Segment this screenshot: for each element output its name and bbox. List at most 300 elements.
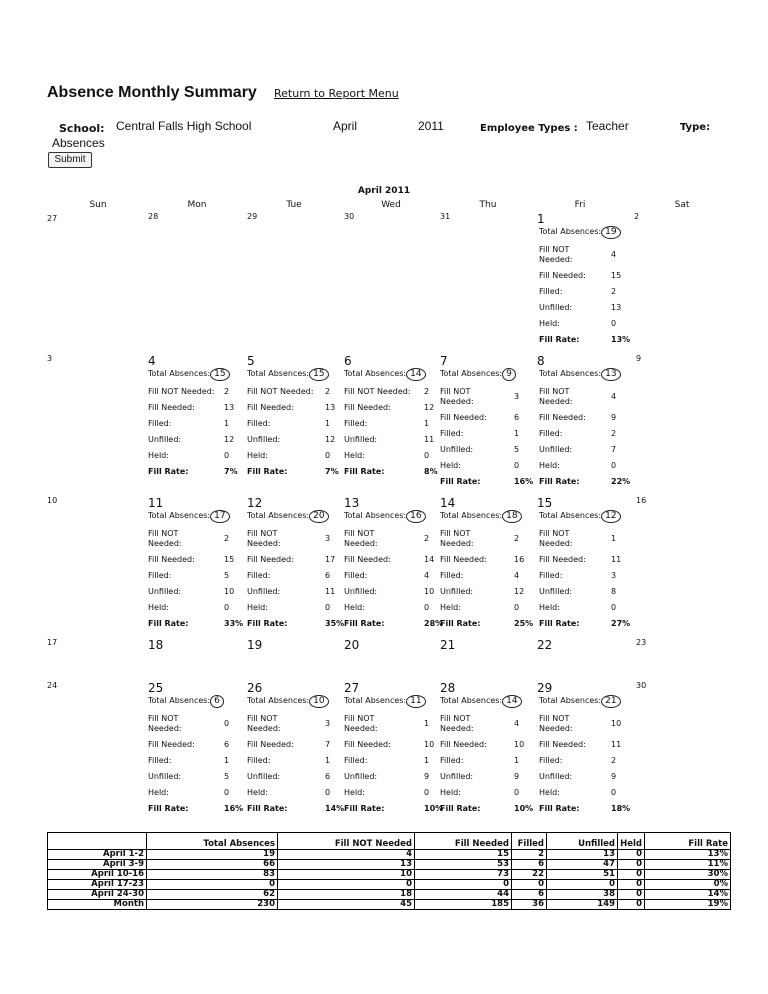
submit-button[interactable]: Submit bbox=[48, 152, 92, 168]
summary-cell: 47 bbox=[547, 860, 618, 870]
filled-value: 1 bbox=[424, 419, 430, 428]
day-number: 9 bbox=[636, 354, 642, 363]
summary-header-cell: Held bbox=[618, 833, 645, 850]
held-value: 0 bbox=[514, 461, 520, 470]
unfilled-label: Unfilled: bbox=[539, 587, 573, 596]
day-number: 8 bbox=[537, 354, 545, 368]
summary-row bbox=[48, 890, 731, 900]
day-stats bbox=[247, 510, 343, 629]
summary-cell: 19% bbox=[645, 900, 731, 910]
fill-needed-value: 11 bbox=[611, 555, 622, 564]
summary-header-cell: Unfilled bbox=[547, 833, 618, 850]
fill-rate-label: Fill Rate: bbox=[247, 804, 288, 813]
fill-not-needed-label: Fill NOT Needed: bbox=[247, 387, 314, 396]
fill-not-needed-label: Fill NOT Needed: bbox=[247, 714, 281, 733]
day-stats bbox=[539, 695, 635, 814]
total-absences-value: 17 bbox=[210, 510, 229, 523]
weekday-header: Mon bbox=[187, 200, 207, 210]
fill-rate-value: 7% bbox=[224, 467, 238, 476]
day-number: 30 bbox=[344, 212, 355, 221]
fill-not-needed-label: Fill NOT Needed: bbox=[247, 529, 281, 548]
filled-value: 1 bbox=[424, 756, 430, 765]
total-absences-value: 9 bbox=[502, 368, 516, 381]
held-label: Held: bbox=[440, 461, 461, 470]
held-label: Held: bbox=[148, 788, 169, 797]
fill-rate-value: 13% bbox=[611, 335, 631, 344]
fill-not-needed-label: Fill NOT Needed: bbox=[539, 387, 573, 406]
fill-not-needed-value: 1 bbox=[611, 534, 617, 543]
summary-cell: 44 bbox=[415, 890, 512, 900]
fill-not-needed-label: Fill NOT Needed: bbox=[344, 714, 378, 733]
day-number: 21 bbox=[440, 638, 456, 652]
unfilled-value: 7 bbox=[611, 445, 617, 454]
weekday-header: Wed bbox=[381, 200, 401, 210]
filled-label: Filled: bbox=[148, 419, 172, 428]
month-select[interactable]: April bbox=[333, 119, 358, 133]
unfilled-label: Unfilled: bbox=[539, 445, 573, 454]
day-stats bbox=[148, 695, 244, 814]
fill-needed-label: Fill Needed: bbox=[148, 555, 195, 564]
day-number: 4 bbox=[148, 354, 156, 368]
fill-not-needed-label: Fill NOT Needed: bbox=[148, 714, 182, 733]
total-absences: Total Absences: 20 bbox=[247, 510, 343, 523]
fill-rate-label: Fill Rate: bbox=[344, 804, 385, 813]
held-label: Held: bbox=[247, 451, 268, 460]
day-number: 30 bbox=[636, 681, 647, 690]
fill-not-needed-label: Fill NOT Needed: bbox=[148, 529, 182, 548]
summary-header-cell bbox=[48, 833, 147, 850]
weekday-header: Tue bbox=[286, 200, 302, 210]
held-label: Held: bbox=[247, 788, 268, 797]
filled-value: 1 bbox=[325, 756, 331, 765]
fill-not-needed-value: 3 bbox=[325, 534, 331, 543]
day-number: 3 bbox=[47, 354, 53, 363]
held-label: Held: bbox=[440, 603, 461, 612]
unfilled-label: Unfilled: bbox=[344, 435, 378, 444]
fill-needed-value: 13 bbox=[224, 403, 235, 412]
day-number: 28 bbox=[148, 212, 159, 221]
filled-value: 1 bbox=[224, 419, 230, 428]
weekday-header: Sun bbox=[89, 200, 107, 210]
summary-cell: 0% bbox=[645, 880, 731, 890]
type-label: Type: bbox=[680, 122, 711, 133]
fill-needed-value: 15 bbox=[224, 555, 235, 564]
filled-value: 3 bbox=[611, 571, 617, 580]
fill-rate-value: 28% bbox=[424, 619, 444, 628]
held-label: Held: bbox=[247, 603, 268, 612]
unfilled-value: 6 bbox=[325, 772, 331, 781]
school-label: School: bbox=[59, 122, 105, 135]
held-value: 0 bbox=[224, 788, 230, 797]
summary-cell: 230 bbox=[147, 900, 278, 910]
filled-value: 5 bbox=[224, 571, 230, 580]
page-title: Absence Monthly Summary bbox=[47, 84, 257, 101]
unfilled-label: Unfilled: bbox=[539, 772, 573, 781]
day-number: 7 bbox=[440, 354, 448, 368]
day-stats bbox=[247, 695, 343, 814]
summary-cell: 18 bbox=[278, 890, 415, 900]
fill-not-needed-value: 1 bbox=[424, 719, 430, 728]
summary-cell: 83 bbox=[147, 870, 278, 880]
held-label: Held: bbox=[344, 603, 365, 612]
fill-rate-value: 8% bbox=[424, 467, 438, 476]
fill-rate-label: Fill Rate: bbox=[440, 804, 481, 813]
summary-cell: 149 bbox=[547, 900, 618, 910]
fill-not-needed-value: 0 bbox=[224, 719, 230, 728]
unfilled-label: Unfilled: bbox=[539, 303, 573, 312]
summary-cell: April 10-16 bbox=[48, 870, 147, 880]
held-value: 0 bbox=[325, 603, 331, 612]
fill-needed-label: Fill Needed: bbox=[440, 555, 487, 564]
fill-needed-value: 10 bbox=[424, 740, 435, 749]
filled-value: 1 bbox=[514, 756, 520, 765]
fill-not-needed-value: 2 bbox=[424, 534, 430, 543]
fill-rate-label: Fill Rate: bbox=[344, 619, 385, 628]
summary-cell: Month bbox=[48, 900, 147, 910]
filled-value: 2 bbox=[611, 756, 617, 765]
filled-label: Filled: bbox=[539, 571, 563, 580]
weekday-header: Sat bbox=[674, 200, 690, 210]
summary-cell: 36 bbox=[512, 900, 547, 910]
day-number: 11 bbox=[148, 496, 164, 510]
summary-cell: 0 bbox=[547, 880, 618, 890]
fill-not-needed-value: 3 bbox=[514, 392, 520, 401]
total-absences-value: 14 bbox=[406, 368, 425, 381]
fill-needed-value: 7 bbox=[325, 740, 331, 749]
summary-cell: April 1-2 bbox=[48, 850, 147, 860]
fill-needed-value: 10 bbox=[514, 740, 525, 749]
summary-cell: 2 bbox=[512, 850, 547, 860]
day-number: 12 bbox=[247, 496, 263, 510]
unfilled-value: 10 bbox=[424, 587, 435, 596]
summary-cell: 62 bbox=[147, 890, 278, 900]
employee-types-select[interactable]: Teacher bbox=[586, 119, 629, 133]
day-number: 24 bbox=[47, 681, 58, 690]
summary-cell: 13 bbox=[547, 850, 618, 860]
total-absences: Total Absences: 10 bbox=[247, 695, 343, 708]
filled-label: Filled: bbox=[247, 571, 271, 580]
weekday-header: Thu bbox=[479, 200, 497, 210]
day-number: 16 bbox=[636, 496, 647, 505]
day-number: 23 bbox=[636, 638, 647, 647]
day-number: 28 bbox=[440, 681, 456, 695]
fill-rate-value: 14% bbox=[325, 804, 345, 813]
summary-cell: 0 bbox=[278, 880, 415, 890]
fill-needed-label: Fill Needed: bbox=[148, 403, 195, 412]
summary-header-cell: Fill Rate bbox=[645, 833, 731, 850]
day-number: 26 bbox=[247, 681, 263, 695]
unfilled-label: Unfilled: bbox=[148, 435, 182, 444]
fill-rate-label: Fill Rate: bbox=[539, 804, 580, 813]
held-value: 0 bbox=[325, 451, 331, 460]
total-absences: Total Absences: 21 bbox=[539, 695, 635, 708]
summary-row bbox=[48, 900, 731, 910]
fill-needed-value: 16 bbox=[514, 555, 525, 564]
held-value: 0 bbox=[611, 788, 617, 797]
total-absences-value: 15 bbox=[210, 368, 229, 381]
total-absences-value: 18 bbox=[502, 510, 521, 523]
fill-needed-value: 13 bbox=[325, 403, 336, 412]
unfilled-label: Unfilled: bbox=[440, 772, 474, 781]
held-label: Held: bbox=[344, 788, 365, 797]
fill-rate-value: 16% bbox=[514, 477, 534, 486]
summary-cell: 6 bbox=[512, 890, 547, 900]
summary-header-cell: Fill Needed bbox=[415, 833, 512, 850]
unfilled-label: Unfilled: bbox=[344, 772, 378, 781]
fill-needed-label: Fill Needed: bbox=[539, 413, 586, 422]
summary-cell: 51 bbox=[547, 870, 618, 880]
total-absences: Total Absences: 16 bbox=[344, 510, 440, 523]
summary-cell: 66 bbox=[147, 860, 278, 870]
fill-not-needed-label: Fill NOT Needed: bbox=[539, 529, 573, 548]
fill-needed-label: Fill Needed: bbox=[247, 403, 294, 412]
type-select[interactable]: Absences bbox=[52, 136, 105, 150]
fill-needed-value: 12 bbox=[424, 403, 435, 412]
summary-cell: 73 bbox=[415, 870, 512, 880]
fill-needed-label: Fill Needed: bbox=[247, 555, 294, 564]
filled-value: 1 bbox=[514, 429, 520, 438]
fill-needed-label: Fill Needed: bbox=[440, 413, 487, 422]
fill-needed-value: 17 bbox=[325, 555, 336, 564]
fill-needed-label: Fill Needed: bbox=[344, 740, 391, 749]
fill-needed-label: Fill Needed: bbox=[247, 740, 294, 749]
summary-cell: 14% bbox=[645, 890, 731, 900]
employee-types-label: Employee Types : bbox=[480, 123, 578, 134]
unfilled-value: 9 bbox=[514, 772, 520, 781]
summary-cell: April 24-30 bbox=[48, 890, 147, 900]
summary-header-row bbox=[48, 833, 731, 850]
summary-cell: 19 bbox=[147, 850, 278, 860]
total-absences-value: 12 bbox=[601, 510, 620, 523]
summary-cell: 0 bbox=[618, 860, 645, 870]
summary-cell: 0 bbox=[618, 870, 645, 880]
filled-label: Filled: bbox=[539, 287, 563, 296]
day-number: 20 bbox=[344, 638, 360, 652]
fill-rate-value: 25% bbox=[514, 619, 534, 628]
unfilled-label: Unfilled: bbox=[440, 445, 474, 454]
fill-needed-label: Fill Needed: bbox=[539, 555, 586, 564]
fill-rate-value: 7% bbox=[325, 467, 339, 476]
day-stats bbox=[539, 510, 635, 629]
held-label: Held: bbox=[539, 603, 560, 612]
fill-not-needed-value: 2 bbox=[325, 387, 331, 396]
fill-not-needed-label: Fill NOT Needed: bbox=[344, 529, 378, 548]
unfilled-value: 11 bbox=[325, 587, 336, 596]
filled-value: 4 bbox=[514, 571, 520, 580]
day-number: 14 bbox=[440, 496, 456, 510]
fill-not-needed-value: 2 bbox=[514, 534, 520, 543]
held-value: 0 bbox=[424, 451, 430, 460]
fill-rate-label: Fill Rate: bbox=[344, 467, 385, 476]
day-number: 15 bbox=[537, 496, 553, 510]
day-number: 6 bbox=[344, 354, 352, 368]
unfilled-value: 8 bbox=[611, 587, 617, 596]
summary-header-cell: Fill NOT Needed bbox=[278, 833, 415, 850]
summary-cell: 0 bbox=[618, 900, 645, 910]
day-number: 2 bbox=[634, 212, 640, 221]
total-absences-value: 14 bbox=[502, 695, 521, 708]
held-label: Held: bbox=[539, 788, 560, 797]
unfilled-label: Unfilled: bbox=[148, 587, 182, 596]
fill-rate-value: 33% bbox=[224, 619, 244, 628]
fill-needed-label: Fill Needed: bbox=[440, 740, 487, 749]
unfilled-label: Unfilled: bbox=[440, 587, 474, 596]
day-stats bbox=[440, 695, 536, 814]
fill-not-needed-value: 4 bbox=[611, 392, 617, 401]
fill-rate-label: Fill Rate: bbox=[440, 619, 481, 628]
year-select[interactable]: 2011 bbox=[418, 119, 444, 133]
day-number: 17 bbox=[47, 638, 58, 647]
total-absences-value: 16 bbox=[406, 510, 425, 523]
summary-row bbox=[48, 860, 731, 870]
unfilled-value: 9 bbox=[424, 772, 430, 781]
summary-header-cell: Total Absences bbox=[147, 833, 278, 850]
day-number: 1 bbox=[537, 212, 545, 226]
summary-table bbox=[47, 832, 731, 910]
summary-row bbox=[48, 870, 731, 880]
total-absences-value: 6 bbox=[210, 695, 224, 708]
fill-not-needed-label: Fill NOT Needed: bbox=[539, 714, 573, 733]
school-select[interactable]: Central Falls High School bbox=[116, 119, 252, 133]
summary-row bbox=[48, 850, 731, 860]
held-value: 0 bbox=[224, 603, 230, 612]
fill-needed-label: Fill Needed: bbox=[344, 403, 391, 412]
summary-cell: 6 bbox=[512, 860, 547, 870]
filled-label: Filled: bbox=[440, 756, 464, 765]
day-number: 18 bbox=[148, 638, 164, 652]
fill-needed-label: Fill Needed: bbox=[539, 740, 586, 749]
filled-label: Filled: bbox=[148, 571, 172, 580]
fill-needed-value: 9 bbox=[611, 413, 617, 422]
held-value: 0 bbox=[424, 788, 430, 797]
held-label: Held: bbox=[539, 319, 560, 328]
fill-needed-value: 6 bbox=[514, 413, 520, 422]
fill-rate-label: Fill Rate: bbox=[539, 477, 580, 486]
fill-rate-label: Fill Rate: bbox=[539, 619, 580, 628]
filled-label: Filled: bbox=[539, 429, 563, 438]
fill-not-needed-value: 4 bbox=[611, 250, 617, 259]
summary-cell: 185 bbox=[415, 900, 512, 910]
fill-not-needed-value: 2 bbox=[224, 387, 230, 396]
fill-rate-value: 18% bbox=[611, 804, 631, 813]
day-number: 10 bbox=[47, 496, 58, 505]
total-absences: Total Absences: 19 bbox=[539, 226, 635, 239]
fill-needed-value: 15 bbox=[611, 271, 622, 280]
total-absences-value: 11 bbox=[406, 695, 425, 708]
held-label: Held: bbox=[148, 451, 169, 460]
return-to-report-menu-link[interactable]: Return to Report Menu bbox=[274, 87, 399, 100]
filled-label: Filled: bbox=[247, 419, 271, 428]
day-stats bbox=[247, 368, 343, 477]
total-absences: Total Absences: 14 bbox=[440, 695, 536, 708]
fill-not-needed-label: Fill NOT Needed: bbox=[539, 245, 573, 264]
total-absences: Total Absences: 6 bbox=[148, 695, 244, 708]
day-number: 31 bbox=[440, 212, 451, 221]
weekday-header: Fri bbox=[574, 200, 586, 210]
filled-label: Filled: bbox=[247, 756, 271, 765]
filled-value: 4 bbox=[424, 571, 430, 580]
total-absences-value: 21 bbox=[601, 695, 620, 708]
filled-value: 2 bbox=[611, 429, 617, 438]
held-label: Held: bbox=[539, 461, 560, 470]
day-number: 13 bbox=[344, 496, 360, 510]
day-stats bbox=[344, 510, 444, 629]
held-value: 0 bbox=[611, 603, 617, 612]
calendar-title: April 2011 bbox=[357, 186, 411, 196]
summary-cell: 38 bbox=[547, 890, 618, 900]
summary-cell: 0 bbox=[618, 880, 645, 890]
total-absences: Total Absences: 13 bbox=[539, 368, 635, 381]
total-absences-value: 20 bbox=[309, 510, 328, 523]
filled-label: Filled: bbox=[344, 756, 368, 765]
day-number: 5 bbox=[247, 354, 255, 368]
unfilled-value: 5 bbox=[514, 445, 520, 454]
unfilled-value: 10 bbox=[224, 587, 235, 596]
day-number: 29 bbox=[537, 681, 553, 695]
filled-value: 6 bbox=[325, 571, 331, 580]
filled-value: 2 bbox=[611, 287, 617, 296]
total-absences-value: 10 bbox=[309, 695, 328, 708]
filled-value: 1 bbox=[325, 419, 331, 428]
fill-not-needed-label: Fill NOT Needed: bbox=[148, 387, 215, 396]
day-number: 29 bbox=[247, 212, 258, 221]
total-absences: Total Absences: 11 bbox=[344, 695, 440, 708]
day-stats bbox=[539, 368, 635, 487]
fill-rate-value: 22% bbox=[611, 477, 631, 486]
held-value: 0 bbox=[325, 788, 331, 797]
unfilled-value: 11 bbox=[424, 435, 435, 444]
fill-not-needed-label: Fill NOT Needed: bbox=[440, 387, 474, 406]
unfilled-value: 5 bbox=[224, 772, 230, 781]
summary-cell: 13% bbox=[645, 850, 731, 860]
day-stats bbox=[344, 368, 440, 477]
unfilled-value: 13 bbox=[611, 303, 622, 312]
fill-rate-label: Fill Rate: bbox=[247, 467, 288, 476]
day-number: 27 bbox=[344, 681, 360, 695]
held-value: 0 bbox=[611, 461, 617, 470]
total-absences: Total Absences: 9 bbox=[440, 368, 536, 381]
fill-needed-label: Fill Needed: bbox=[344, 555, 391, 564]
unfilled-label: Unfilled: bbox=[148, 772, 182, 781]
filled-label: Filled: bbox=[440, 429, 464, 438]
fill-rate-label: Fill Rate: bbox=[247, 619, 288, 628]
held-value: 0 bbox=[424, 603, 430, 612]
day-stats bbox=[148, 510, 244, 629]
summary-cell: 10 bbox=[278, 870, 415, 880]
fill-not-needed-label: Fill NOT Needed: bbox=[440, 529, 474, 548]
fill-rate-value: 16% bbox=[224, 804, 244, 813]
fill-not-needed-value: 10 bbox=[611, 719, 622, 728]
fill-rate-value: 10% bbox=[424, 804, 444, 813]
unfilled-label: Unfilled: bbox=[247, 587, 281, 596]
fill-needed-value: 6 bbox=[224, 740, 230, 749]
total-absences-value: 19 bbox=[601, 226, 620, 239]
fill-rate-label: Fill Rate: bbox=[148, 619, 189, 628]
filled-label: Filled: bbox=[344, 571, 368, 580]
day-stats bbox=[440, 368, 536, 487]
fill-rate-label: Fill Rate: bbox=[539, 335, 580, 344]
fill-not-needed-value: 3 bbox=[325, 719, 331, 728]
fill-needed-value: 11 bbox=[611, 740, 622, 749]
total-absences: Total Absences: 18 bbox=[440, 510, 536, 523]
summary-cell: 15 bbox=[415, 850, 512, 860]
unfilled-value: 12 bbox=[224, 435, 235, 444]
total-absences: Total Absences: 15 bbox=[247, 368, 343, 381]
held-label: Held: bbox=[344, 451, 365, 460]
fill-needed-label: Fill Needed: bbox=[148, 740, 195, 749]
unfilled-label: Unfilled: bbox=[247, 772, 281, 781]
summary-cell: 53 bbox=[415, 860, 512, 870]
